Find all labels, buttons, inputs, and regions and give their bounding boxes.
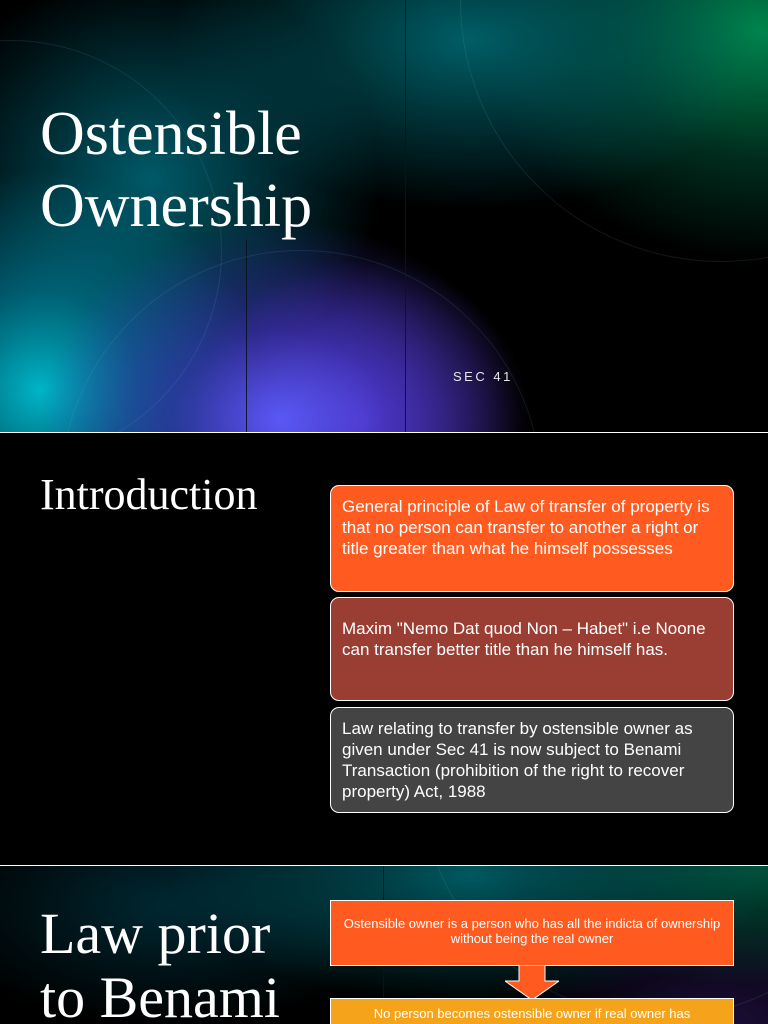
introduction-slide — [0, 433, 768, 865]
decorative-arc — [460, 0, 768, 262]
title-line-2: to Benami — [40, 965, 281, 1024]
slide-title — [40, 902, 280, 1024]
down-arrow-icon — [505, 965, 559, 1001]
title-line-1: Ostensible — [40, 100, 302, 168]
title-line-1: Law prior — [40, 901, 271, 966]
condition-box: No person becomes ostensible owner if real owner has — [330, 998, 734, 1024]
title-line-2: Ownership — [40, 172, 313, 240]
definition-box: Ostensible owner is a person who has all the indicta of ownership without being the real owner — [330, 900, 734, 966]
slide-title — [40, 98, 312, 242]
benami-act-box: Law relating to transfer by ostensible owner as given under Sec 41 is now subject to Benami Transaction (prohibition of the right to recover property) Act, 1988 — [330, 707, 734, 813]
law-prior-slide — [0, 866, 768, 1024]
slide-title: Introduction — [40, 470, 258, 519]
title-slide — [0, 0, 768, 432]
maxim-box: Maxim "Nemo Dat quod Non – Habet" i.e Noone can transfer better title than he himself has. — [330, 597, 734, 701]
slide-subtitle: SEC 41 — [453, 369, 513, 384]
principle-box: General principle of Law of transfer of property is that no person can transfer to another a right or title greater than what he himself possesses — [330, 485, 734, 592]
